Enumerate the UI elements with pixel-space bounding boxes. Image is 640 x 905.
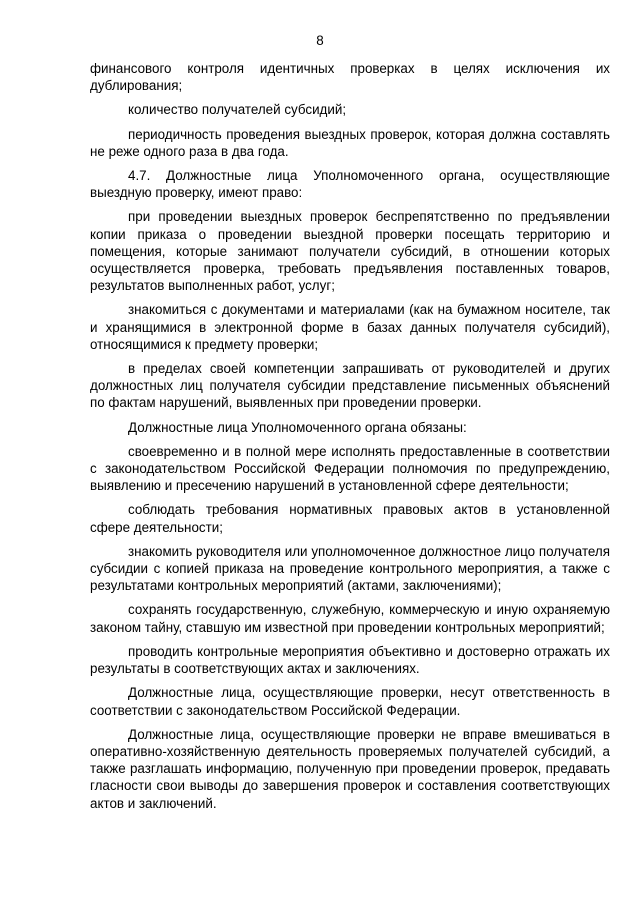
paragraph-duty-powers: своевременно и в полной мере исполнять предоставленные в соответствии с законодательством Российской Федерации полномочия по предупреждению, выявлению и пресечению нарушений в установленной сфере деятельности;: [90, 443, 610, 494]
paragraph-duty-secrecy: сохранять государственную, служебную, коммерческую и иную охраняемую законом тайну, ставшую им известной при проведении контрольных мероприятий;: [90, 602, 610, 635]
document-body: [90, 60, 610, 819]
paragraph-non-interference: Должностные лица, осуществляющие проверки не вправе вмешиваться в оперативно-хозяйственную деятельность проверяемых получателей субсидий, а также разглашать информацию, полученную при проведении проверок, предавать гласности свои выводы до завершения проверок и составления соответствующих актов и заключений.: [90, 726, 610, 811]
paragraph-responsibility: Должностные лица, осуществляющие проверки, несут ответственность в соответствии с законодательством Российской Федерации.: [90, 685, 610, 718]
paragraph-inspection-frequency: периодичность проведения выездных проверок, которая должна составлять не реже одного раза в два года.: [90, 126, 610, 159]
page-number: 8: [316, 33, 324, 48]
paragraph-right-visit: при проведении выездных проверок беспрепятственно по предъявлении копии приказа о проведении выездной проверки посещать территорию и помещения, которые занимают получатели субсидий, в отношении которых осуществляется проверка, требовать предъявления поставленных товаров, результатов выполненных работ, услуг;: [90, 209, 610, 294]
paragraph-continuation: финансового контроля идентичных проверках в целях исключения их дублирования;: [90, 61, 610, 94]
paragraph-duty-regulations: соблюдать требования нормативных правовых актов в установленной сфере деятельности;: [90, 502, 610, 535]
paragraph-right-explanations: в пределах своей компетенции запрашивать от руководителей и других должностных лиц получателя субсидии представление письменных объяснений по фактам нарушений, выявленных при проведении проверки.: [90, 361, 610, 411]
paragraph-right-documents: знакомиться с документами и материалами (как на бумажном носителе, так и хранящимися в электронной форме в базах данных получателя субсидий), относящимися к предмету проверки;: [90, 302, 610, 352]
paragraph-duty-objectivity: проводить контрольные мероприятия объективно и достоверно отражать их результаты в соответствующих актах и заключениях.: [90, 643, 610, 677]
paragraph-recipients-count: количество получателей субсидий;: [128, 102, 347, 118]
paragraph-section-4-7: 4.7. Должностные лица Уполномоченного органа, осуществляющие выездную проверку, имеют право:: [90, 168, 610, 201]
paragraph-obligations-heading: Должностные лица Уполномоченного органа обязаны:: [128, 419, 467, 435]
paragraph-duty-familiarize: знакомить руководителя или уполномоченное должностное лицо получателя субсидии с копией приказа на проведение контрольного мероприятия, а также с результатами контрольных мероприятий (актами, заключениями);: [90, 543, 610, 594]
